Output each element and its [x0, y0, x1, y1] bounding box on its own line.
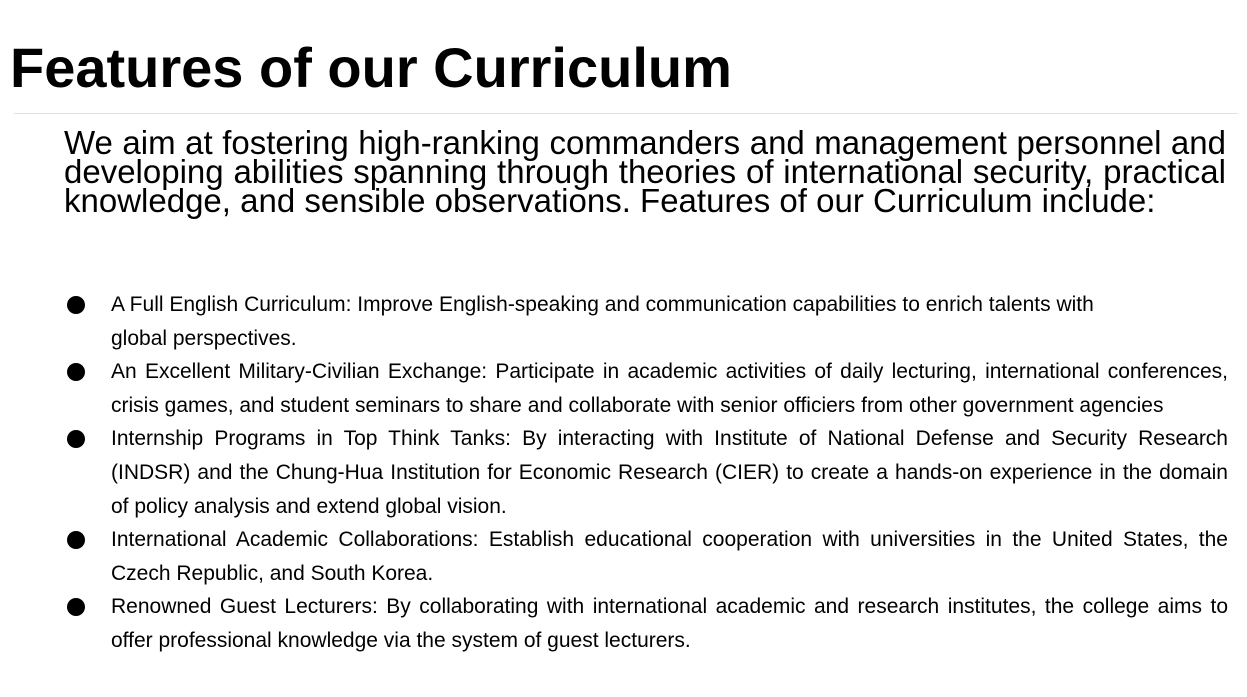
list-item — [64, 355, 1228, 422]
bullet-text: Internship Programs in Top Think Tanks: By interacting with Institute of National Defense and Security Research (INDSR) and the Chung-Hua Institution for Economic Research (CIER) to create a hands-on experience in the domain of policy analysis and extend global vision. — [111, 427, 1228, 518]
page-title: Features of our Curriculum — [10, 36, 732, 99]
bullet-icon — [67, 598, 85, 616]
bullet-icon — [67, 363, 85, 381]
list-item — [64, 288, 1228, 355]
bullet-text: International Academic Collaborations: Establish educational cooperation with universities in the United States, the Czech Republic, and South Korea. — [111, 528, 1228, 585]
bullet-icon — [67, 430, 85, 448]
list-item — [64, 590, 1228, 657]
bullet-text: A Full English Curriculum: Improve English-speaking and communication capabilities to enrich talents with global perspectives. — [111, 293, 1094, 350]
list-item — [64, 422, 1228, 523]
title-divider — [14, 113, 1238, 114]
bullet-text: Renowned Guest Lecturers: By collaborating with international academic and research institutes, the college aims to offer professional knowledge via the system of guest lecturers. — [111, 595, 1228, 652]
intro-paragraph: We aim at fostering high-ranking commanders and management personnel and developing abilities spanning through theories of international security, practical knowledge, and sensible observations. Features of our Curriculum include: — [64, 124, 1226, 219]
bullet-text: An Excellent Military-Civilian Exchange: Participate in academic activities of daily lecturing, international conferences, crisis games, and student seminars to share and collaborate with senior officiers from other government agencies — [111, 360, 1228, 417]
bullet-icon — [67, 531, 85, 549]
list-item — [64, 523, 1228, 590]
bullet-icon — [67, 296, 85, 314]
feature-list — [64, 288, 1228, 658]
